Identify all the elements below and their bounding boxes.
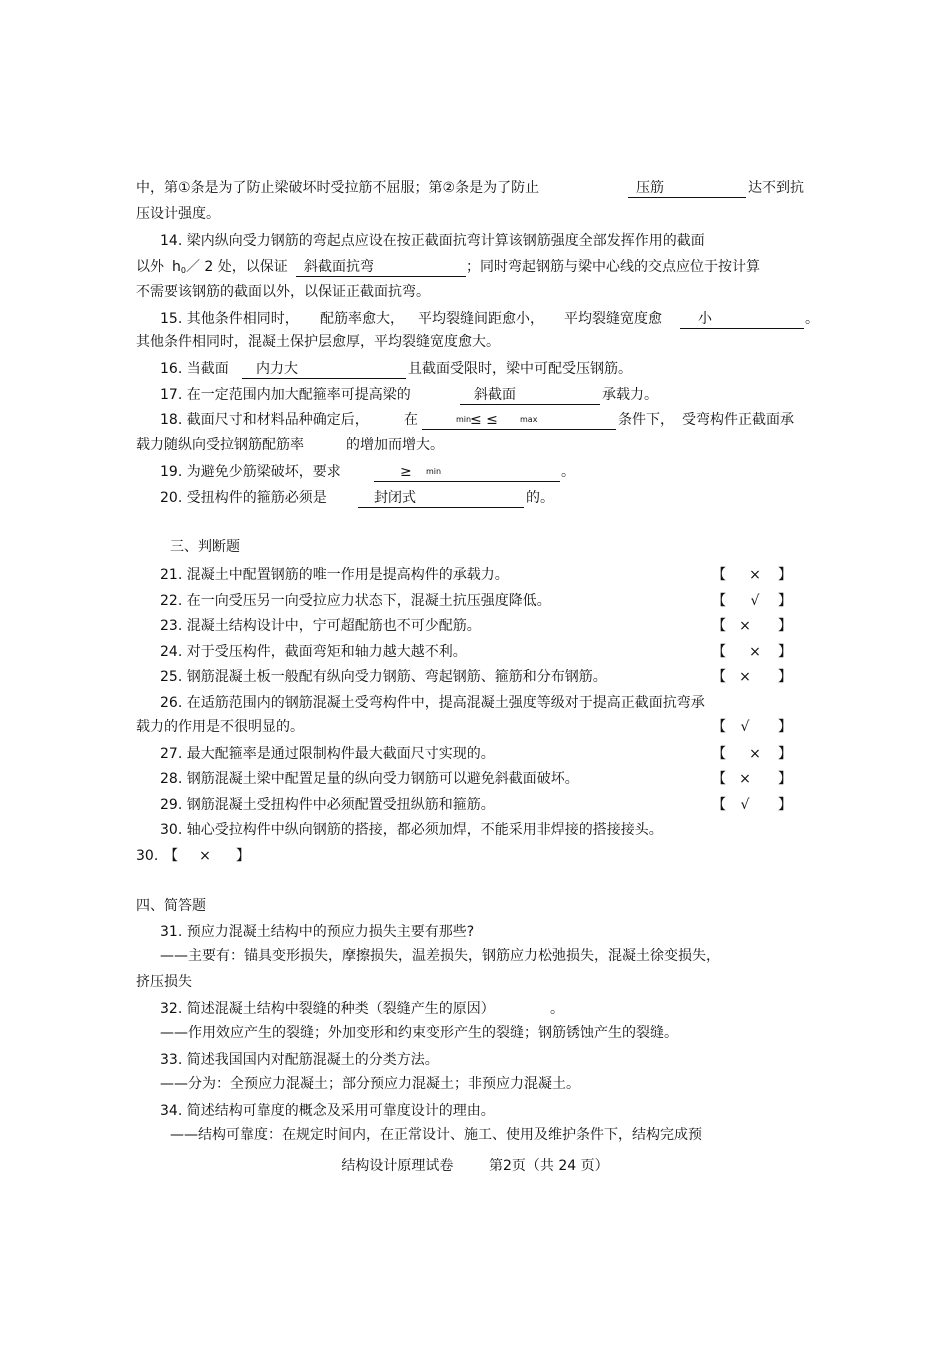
answer-blank (680, 310, 804, 329)
answer-mark: × (739, 618, 751, 634)
bracket-close: 】 (778, 567, 792, 583)
answer-text: 小 (698, 311, 712, 327)
answer-mark: × (739, 669, 751, 685)
bracket-close: 】 (236, 848, 250, 864)
text: 在 (404, 412, 418, 428)
answer-blank (374, 463, 560, 482)
question-21: 21. 混凝土中配置钢筋的唯一作用是提高构件的承载力。 (160, 567, 509, 583)
text: 。 (550, 1001, 564, 1017)
bracket-open: 【 (712, 669, 726, 685)
text: 。 (561, 464, 575, 480)
question-26: 26. 在适筋范围内的钢筋混凝土受弯构件中，提高混凝土强度等级对于提高正截面抗弯承 (160, 695, 705, 711)
bracket-close: 】 (778, 618, 792, 634)
question-19: 19. 为避免少筋梁破坏，要求 (160, 464, 341, 480)
text-line: 载力随纵向受拉钢筋配筋率 (136, 437, 304, 453)
bracket-open: 【 (712, 746, 726, 762)
bracket-open: 【 (712, 719, 726, 735)
text: 平均裂缝宽度愈 (564, 311, 662, 327)
answer-blank (460, 386, 600, 405)
answer-text: 封闭式 (374, 490, 416, 506)
answer-mark: × (749, 644, 761, 660)
question-14: 14. 梁内纵向受力钢筋的弯起点应设在按正截面抗弯计算该钢筋强度全部发挥作用的截面 (160, 233, 705, 249)
question-30: 30. 轴心受拉构件中纵向钢筋的搭接，都必须加焊，不能采用非焊接的搭接接头。 (160, 822, 663, 838)
text: 配筋率愈大， (320, 311, 404, 327)
question-15: 15. 其他条件相同时， (160, 311, 299, 327)
text-line: 达不到抗 (748, 180, 804, 196)
question-28: 28. 钢筋混凝土梁中配置足量的纵向受力钢筋可以避免斜截面破坏。 (160, 771, 579, 787)
footer-page-suffix: 页） (580, 1158, 609, 1174)
subscript-min: min (426, 467, 442, 476)
text-line: 不需要该钢筋的截面以外，以保证正截面抗弯。 (136, 284, 430, 300)
question-18: 18. 截面尺寸和材料品种确定后， (160, 412, 369, 428)
answer-blank (358, 489, 524, 508)
text-line: ；同时弯起钢筋与梁中心线的交点应位于按计算 (466, 259, 760, 275)
answer-34: ——结构可靠度：在规定时间内，在正常设计、施工、使用及维护条件下，结构完成预 (170, 1127, 702, 1143)
bracket-close: 】 (778, 746, 792, 762)
bracket-close: 】 (778, 644, 792, 660)
answer-32: ——作用效应产生的裂缝；外加变形和约束变形产生的裂缝；钢筋锈蚀产生的裂缝。 (160, 1025, 678, 1041)
text-line: 其他条件相同时，混凝土保护层愈厚，平均裂缝宽度愈大。 (136, 334, 500, 350)
page-footer (0, 1157, 950, 1175)
bracket-open: 【 (164, 848, 178, 864)
footer-title: 结构设计原理试卷 (341, 1158, 454, 1174)
answer-text: ≤ ≤ (470, 412, 498, 428)
answer-blank (422, 411, 616, 430)
question-33: 33. 简述我国国内对配筋混凝土的分类方法。 (160, 1052, 439, 1068)
text: 。 (805, 311, 819, 327)
answer-mark: √ (740, 797, 750, 813)
question-29: 29. 钢筋混凝土受扭构件中必须配置受扭纵筋和箍筋。 (160, 797, 495, 813)
question-32: 32. 简述混凝土结构中裂缝的种类（裂缝产生的原因） (160, 1001, 495, 1017)
text-line (172, 258, 288, 276)
text: 的。 (526, 490, 554, 506)
question-25: 25. 钢筋混凝土板一般配有纵向受力钢筋、弯起钢筋、箍筋和分布钢筋。 (160, 669, 607, 685)
answer-text: 斜截面抗弯 (304, 259, 374, 275)
text-line: 载力的作用是不很明显的。 (136, 719, 304, 735)
text-line: 挤压损失 (136, 974, 192, 990)
text: 条件下， (618, 412, 674, 428)
text: 平均裂缝间距愈小， (418, 311, 544, 327)
answer-text: 内力大 (256, 361, 298, 377)
answer-mark: × (199, 848, 211, 864)
bracket-close: 】 (778, 669, 792, 685)
answer-mark: × (739, 771, 751, 787)
answer-31: ——主要有：锚具变形损失，摩擦损失，温差损失，钢筋应力松弛损失，混凝土徐变损失， (160, 948, 720, 964)
answer-33: ——分为：全预应力混凝土；部分预应力混凝土；非预应力混凝土。 (160, 1076, 580, 1092)
bracket-open: 【 (712, 567, 726, 583)
bracket-open: 【 (712, 797, 726, 813)
answer-blank (296, 258, 466, 277)
bracket-open: 【 (712, 593, 726, 609)
subscript-max: max (520, 415, 538, 424)
bracket-close: 】 (778, 593, 792, 609)
answer-text: ≥ (400, 464, 412, 480)
question-31: 31. 预应力混凝土结构中的预应力损失主要有那些? (160, 924, 475, 940)
text: 受弯构件正截面承 (682, 412, 794, 428)
question-17: 17. 在一定范围内加大配箍率可提高梁的 (160, 387, 411, 403)
bracket-close: 】 (778, 771, 792, 787)
answer-mark: √ (740, 719, 750, 735)
answer-mark: × (749, 567, 761, 583)
section-heading: 四、简答题 (136, 898, 206, 914)
question-27: 27. 最大配箍率是通过限制构件最大截面尺寸实现的。 (160, 746, 495, 762)
text-line: 以外 (136, 259, 164, 275)
question-16: 16. 当截面 (160, 361, 229, 377)
subscript: 0 (180, 266, 186, 275)
bracket-close: 】 (778, 719, 792, 735)
text-line: 压设计强度。 (136, 206, 220, 222)
question-number: 30. (136, 848, 159, 864)
section-heading: 三、判断题 (170, 539, 240, 555)
footer-page-total: 24 (558, 1158, 577, 1174)
subscript-min: min (456, 415, 472, 424)
answer-mark: √ (750, 593, 760, 609)
question-24: 24. 对于受压构件，截面弯矩和轴力越大越不利。 (160, 644, 467, 660)
answer-text: 压筋 (636, 180, 664, 196)
question-23: 23. 混凝土结构设计中，宁可超配筋也不可少配筋。 (160, 618, 481, 634)
bracket-open: 【 (712, 618, 726, 634)
text: 承载力。 (602, 387, 658, 403)
text-line: 中，第①条是为了防止梁破坏时受拉筋不屈服；第②条是为了防止 (136, 180, 540, 196)
answer-blank (242, 360, 406, 379)
answer-text: 斜截面 (474, 387, 516, 403)
question-22: 22. 在一向受压另一向受拉应力状态下，混凝土抗压强度降低。 (160, 593, 551, 609)
symbol-h: h (172, 259, 181, 275)
bracket-open: 【 (712, 771, 726, 787)
text: 的增加而增大。 (346, 437, 444, 453)
footer-page-prefix: 第2页（共 (488, 1158, 554, 1174)
bracket-close: 】 (778, 797, 792, 813)
answer-blank (628, 179, 746, 198)
text: ／ 2 处，以保证 (185, 259, 288, 275)
bracket-open: 【 (712, 644, 726, 660)
text: 且截面受限时，梁中可配受压钢筋。 (408, 361, 632, 377)
answer-mark: × (749, 746, 761, 762)
question-20: 20. 受扭构件的箍筋必须是 (160, 490, 327, 506)
question-34: 34. 简述结构可靠度的概念及采用可靠度设计的理由。 (160, 1103, 495, 1119)
